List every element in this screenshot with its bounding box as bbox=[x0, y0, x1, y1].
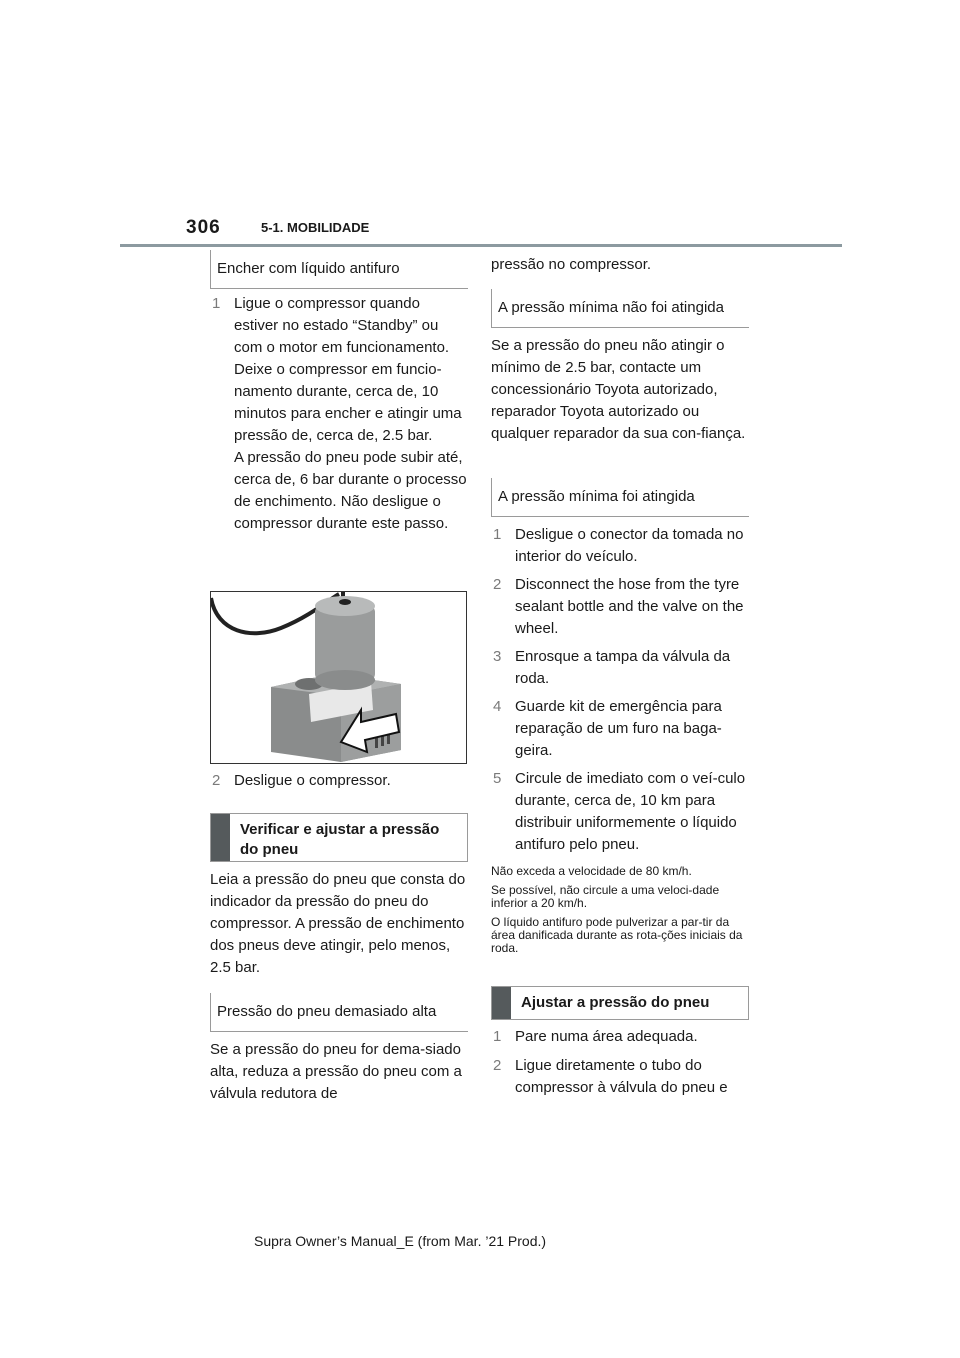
bottle-cap bbox=[339, 599, 351, 605]
step-number: 2 bbox=[493, 576, 502, 593]
right-step2-1 bbox=[493, 1026, 749, 1048]
heading-min-reached: A pressão mínima foi atingida bbox=[491, 478, 749, 517]
step-number: 2 bbox=[493, 1057, 502, 1074]
paragraph-read-pressure: Leia a pressão do pneu que consta do indicador da pressão do pneu do compressor. A pressão de enchimento dos pneus deve atingir, pelo menos, 2.5 bar. bbox=[210, 871, 466, 976]
heading-adjust-pressure bbox=[491, 986, 749, 1020]
note-min-speed: Se possível, não circule a uma veloci-dade inferior a 20 km/h. bbox=[491, 883, 720, 910]
step-text: Circule de imediato com o veí-culo durante, cerca de, 10 km para distribuir uniformemente o líquido antifuro pelo pneu. bbox=[515, 770, 746, 853]
heading-bar bbox=[492, 987, 511, 1019]
note-spray: O líquido antifuro pode pulverizar a par-tir da área danificada durante as rota-ções iniciais da roda. bbox=[491, 915, 743, 955]
header-rule bbox=[120, 244, 842, 247]
heading-check-pressure bbox=[210, 813, 468, 862]
step-text: Desligue o compressor. bbox=[234, 772, 391, 789]
step-text: Enrosque a tampa da válvula da roda. bbox=[515, 648, 731, 687]
right-step-2 bbox=[493, 574, 749, 640]
step-text: Ligue o compressor quando estiver no estado “Standby” ou com o motor em funcionamento. Deixe o compressor em funcio-namento durante, cerca de, 10 minutos para encher e atingir uma pressão de, cerca de, 2.5 bar. bbox=[234, 295, 462, 444]
right-step-1 bbox=[493, 524, 749, 568]
paragraph-reduce-pressure: Se a pressão do pneu for dema-siado alta, reduza a pressão do pneu com a válvula redutora de bbox=[210, 1041, 462, 1102]
step-note: A pressão do pneu pode subir até, cerca de, 6 bar durante o processo de enchimento. Não desligue o compressor durante este passo. bbox=[234, 449, 467, 532]
paragraph-contact-dealer: Se a pressão do pneu não atingir o mínimo de 2.5 bar, contacte um concessionário Toyota autorizado, reparador Toyota autorizado ou qualquer reparador da sua con-fiança. bbox=[491, 337, 746, 442]
left-step-2 bbox=[212, 770, 468, 792]
step-number: 3 bbox=[493, 648, 502, 665]
compressor-illustration bbox=[210, 591, 467, 764]
note-speed-limit: Não exceda a velocidade de 80 km/h. bbox=[491, 864, 692, 878]
step-number: 4 bbox=[493, 698, 502, 715]
step-number: 1 bbox=[493, 1028, 502, 1045]
left-step-1 bbox=[212, 293, 468, 535]
step-text: Ligue diretamente o tubo do compressor à válvula do pneu e bbox=[515, 1057, 728, 1096]
page-number: 306 bbox=[186, 217, 221, 238]
step-number: 5 bbox=[493, 770, 502, 787]
right-step-5 bbox=[493, 768, 749, 856]
heading-min-not-reached: A pressão mínima não foi atingida bbox=[491, 289, 749, 328]
step-number: 2 bbox=[212, 772, 221, 789]
step-text: Disconnect the hose from the tyre sealant bottle and the valve on the wheel. bbox=[515, 576, 744, 637]
step-number: 1 bbox=[212, 295, 221, 312]
sealant-bottle bbox=[315, 606, 375, 680]
compressor-drawing bbox=[211, 592, 467, 764]
right-step-3 bbox=[493, 646, 749, 690]
heading-bar bbox=[211, 814, 230, 861]
step-text: Desligue o conector da tomada no interior do veículo. bbox=[515, 526, 744, 565]
right-step2-2 bbox=[493, 1055, 749, 1099]
paragraph-continued: pressão no compressor. bbox=[491, 256, 652, 273]
heading-text: Ajustar a pressão do pneu bbox=[521, 994, 710, 1011]
step-number: 1 bbox=[493, 526, 502, 543]
step-text: Pare numa área adequada. bbox=[515, 1028, 698, 1045]
right-step-4 bbox=[493, 696, 749, 762]
bottle-bottom bbox=[315, 670, 375, 690]
footer: Supra Owner’s Manual_E (from Mar. ’21 Prod.) bbox=[254, 1233, 547, 1249]
step-text: Guarde kit de emergência para reparação de um furo na baga-geira. bbox=[515, 698, 722, 759]
heading-text: Verificar e ajustar a pressão do pneu bbox=[240, 821, 440, 858]
section-title: 5-1. MOBILIDADE bbox=[261, 220, 370, 235]
heading-fill-sealant: Encher com líquido antifuro bbox=[210, 250, 468, 289]
heading-pressure-too-high: Pressão do pneu demasiado alta bbox=[210, 993, 468, 1032]
